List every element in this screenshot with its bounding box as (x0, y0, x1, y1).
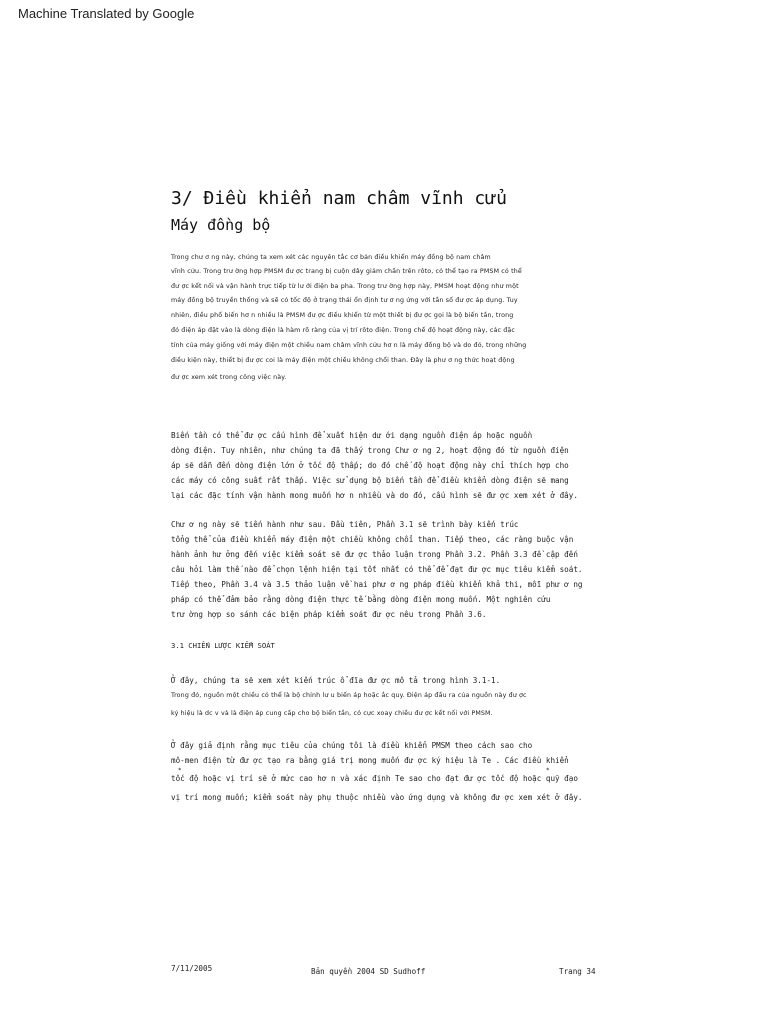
superscript-star: * (178, 767, 182, 774)
para2-line: dòng điện. Tuy nhiên, như chúng ta đã thấy trong Chư ơ ng 2, hoạt động đó từ nguồn điện (171, 446, 569, 455)
para4-small-line: ký hiệu là dc v và là điện áp cung cấp cho bộ biến tần, có cực xoay chiều đư ợc kết nối với PMSM. (171, 710, 493, 717)
para2-line: áp sẽ dẫn đến dòng điện lớn ở tốc độ thấp; do đó chế độ hoạt động này chỉ thích hợp cho (171, 461, 569, 470)
para4-line: Ở đây, chúng ta sẽ xem xét kiến trúc ổ đĩa đư ợc mô tả trong hình 3.1-1. (171, 676, 501, 685)
para5-line: vị trí mong muốn; kiểm soát này phụ thuộc nhiều vào ứng dụng và không đư ợc xem xét ở đây. (171, 793, 583, 802)
para2-line: các máy có công suất rất thấp. Việc sử dụng bộ biến tần để điều khiển dòng điện sẽ mang (171, 476, 569, 485)
para3-line: Tiếp theo, Phần 3.4 và 3.5 thảo luận về hai phư ơ ng pháp điều khiển khả thi, mỗi phư ơ ng (171, 580, 583, 589)
para4-small-line: Trong đó, nguồn một chiều có thể là bộ chỉnh lư u biến áp hoặc ắc quy. Điện áp đầu ra của nguồn này đư ợc (171, 692, 527, 699)
para5-line: tốc độ hoặc vị trí sẽ ở mức cao hơ n và xác định Te sao cho đạt đư ợc tốc độ hoặc quỹ đạo (171, 774, 578, 783)
para3-line: Chư ơ ng này sẽ tiến hành như sau. Đầu tiên, Phần 3.1 sẽ trình bày kiến trúc (171, 520, 519, 529)
section-heading: 3.1 CHIẾN LƯỢC KIỂM SOÁT (171, 641, 275, 650)
para1-line: nhiên, điều phổ biến hơ n nhiều là PMSM đư ợc điều khiển từ một thiết bị đư ợc gọi là bộ biến tần, trong (171, 312, 514, 319)
para3-line: tổng thể của điều khiển máy điện một chiều không chổi than. Tiếp theo, các ràng buộc vận (171, 535, 574, 544)
para1-line: đư ợc kết nối và vận hành trực tiếp từ lư ới điện ba pha. Trong trư ờng hợp này, PMSM hoạt động như một (171, 283, 519, 290)
para5-line: Ở đây giả định rằng mục tiêu của chúng tôi là điều khiển PMSM theo cách sao cho (171, 741, 533, 750)
footer-date: 7/11/2005 (171, 964, 213, 973)
footer-copyright: Bản quyền 2004 SD Sudhoff (311, 967, 426, 976)
para5-line: mô-men điện từ đư ợc tạo ra bằng giá trị mong muốn đư ợc ký hiệu là Te . Các điều khiển (171, 756, 569, 765)
para1-line: đư ợc xem xét trong công việc này. (171, 374, 287, 381)
footer-page-number: Trang 34 (559, 967, 596, 976)
superscript-star: * (546, 767, 550, 774)
para3-line: câu hỏi làm thế nào để chọn lệnh hiện tại tốt nhất có thể để đạt đư ợc mục tiêu kiểm soát. (171, 565, 583, 574)
para2-line: lại các đặc tính vận hành mong muốn hơ n nhiều và do đó, cấu hình sẽ đư ợc xem xét ở đây. (171, 491, 578, 500)
para1-line: đó điện áp đặt vào là dòng điện là hàm rõ ràng của vị trí rôto điện. Trong chế độ hoạt động này, các đặc (171, 327, 516, 334)
chapter-subtitle: Máy đồng bộ (171, 216, 271, 234)
para1-line: điều kiện này, thiết bị đư ợc coi là máy điện một chiều không chổi than. Đây là phư ơ ng thức hoạt động (171, 357, 515, 364)
para1-line: vĩnh cửu. Trong trư ờng hợp PMSM đư ợc trang bị cuộn dây giảm chấn trên rôto, có thể tạo ra PMSM có thể (171, 268, 522, 275)
para1-line: máy đồng bộ truyền thống và sẽ có tốc độ ở trạng thái ổn định tư ơ ng ứng với tần số đư ợc áp dụng. Tuy (171, 297, 518, 304)
para3-line: pháp có thể đảm bảo rằng dòng điện thực tế bằng dòng điện mong muốn. Một nghiên cứu (171, 595, 551, 604)
chapter-title: 3/ Điều khiển nam châm vĩnh cửu (171, 188, 507, 209)
para3-line: hành ảnh hư ởng đến việc kiểm soát sẽ đư ợc thảo luận trong Phần 3.2. Phần 3.3 đề cập đến (171, 550, 578, 559)
para1-line: Trong chư ơ ng này, chúng ta xem xét các nguyên tắc cơ bản điều khiển máy đồng bộ nam châm (171, 254, 491, 261)
para1-line: tính của máy giống với máy điện một chiều nam châm vĩnh cửu hơ n là máy đồng bộ và do đó, trong những (171, 342, 527, 349)
para3-line: trư ờng hợp so sánh các biện pháp kiểm soát đư ợc nêu trong Phần 3.6. (171, 610, 487, 619)
machine-translation-banner: Machine Translated by Google (18, 6, 195, 21)
para2-line: Biến tần có thể đư ợc cấu hình để xuất hiện dư ới dạng nguồn điện áp hoặc nguồn (171, 431, 533, 440)
